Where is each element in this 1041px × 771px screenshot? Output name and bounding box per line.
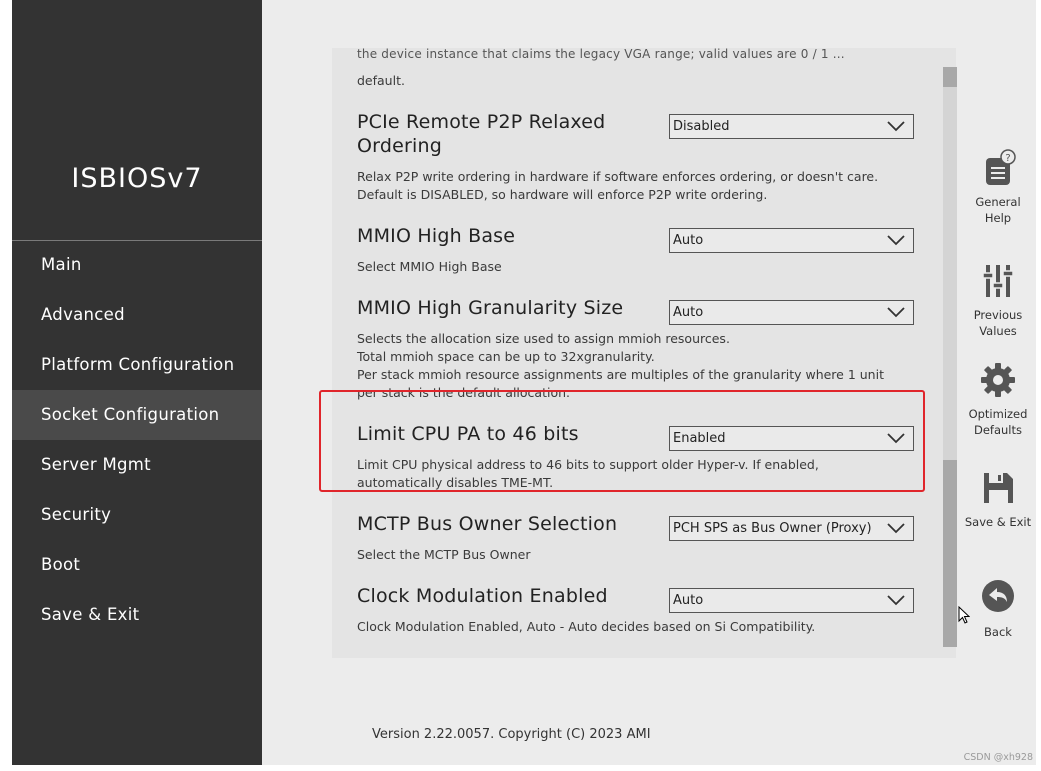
- desc-line: Total mmioh space can be up to 32xgranularity.: [357, 349, 655, 364]
- previous-values-label-2: Values: [979, 324, 1017, 338]
- sidebar-item-security[interactable]: Security: [41, 505, 112, 524]
- sidebar: [12, 0, 262, 765]
- optimized-defaults-label-2: Defaults: [973, 423, 1022, 437]
- chevron-down-icon: [887, 522, 905, 534]
- setting-desc-clock-modulation: Clock Modulation Enabled, Auto - Auto decides based on Si Compatibility.: [357, 619, 816, 634]
- scrollbar-top-cap[interactable]: [943, 67, 957, 87]
- optimized-defaults-button[interactable]: [958, 360, 1036, 438]
- help-icon: [978, 148, 1018, 188]
- sidebar-item-main[interactable]: Main: [41, 255, 82, 274]
- scrollbar[interactable]: [943, 67, 957, 647]
- sliders-icon: [980, 261, 1016, 301]
- desc-line: Default is DISABLED, so hardware will enforce P2P write ordering.: [357, 187, 768, 202]
- sidebar-item-advanced[interactable]: Advanced: [41, 305, 125, 324]
- watermark: CSDN @xh928: [963, 752, 1033, 763]
- highlight-annotation: [319, 390, 925, 492]
- sidebar-item-save-exit[interactable]: Save & Exit: [41, 605, 140, 624]
- save-icon: [978, 468, 1018, 508]
- setting-title-mctp-bus-owner: MCTP Bus Owner Selection: [357, 513, 618, 535]
- chevron-down-icon: [887, 306, 905, 318]
- sidebar-item-server-mgmt[interactable]: Server Mgmt: [41, 455, 151, 474]
- desc-line: Relax P2P write ordering in hardware if software enforces ordering, or doesn't care.: [357, 169, 879, 184]
- general-help-label-2: Help: [984, 211, 1012, 225]
- sidebar-item-boot[interactable]: Boot: [41, 555, 81, 574]
- chevron-down-icon: [887, 594, 905, 606]
- setting-title-mmio-high-base: MMIO High Base: [357, 225, 516, 247]
- cut-off-description: the device instance that claims the legacy VGA range; valid values are 0 / 1 ...: [357, 48, 845, 61]
- select-value: Auto: [673, 593, 704, 608]
- mmio-granularity-select[interactable]: [669, 300, 914, 325]
- cut-off-description-tail: default.: [357, 73, 405, 88]
- chevron-down-icon: [887, 234, 905, 246]
- optimized-defaults-label-1: Optimized: [968, 407, 1028, 421]
- general-help-label-1: General: [975, 195, 1021, 209]
- svg-text:?: ?: [1005, 153, 1011, 164]
- version-text: Version 2.22.0057. Copyright (C) 2023 AMI: [372, 727, 651, 742]
- setting-desc-mmio-high-base: Select MMIO High Base: [357, 259, 502, 274]
- back-label: Back: [984, 625, 1012, 639]
- clock-modulation-select[interactable]: [669, 588, 914, 613]
- sidebar-item-socket-configuration[interactable]: Socket Configuration: [12, 390, 262, 440]
- sidebar-nav: [12, 240, 262, 640]
- select-value: Enabled: [673, 431, 726, 446]
- pcie-remote-p2p-select[interactable]: [669, 114, 914, 139]
- desc-line: Per stack mmioh resource assignments are multiples of the granularity where 1 unit: [357, 367, 884, 382]
- mmio-high-base-select[interactable]: [669, 228, 914, 253]
- setting-title-mmio-granularity: MMIO High Granularity Size: [357, 297, 624, 319]
- select-value: Auto: [673, 305, 704, 320]
- setting-title-line: Ordering: [357, 135, 442, 157]
- select-value: PCH SPS as Bus Owner (Proxy): [673, 521, 872, 536]
- previous-values-button[interactable]: [958, 261, 1036, 339]
- settings-panel: [332, 48, 956, 658]
- desc-line: automatically disables TME-MT.: [357, 475, 554, 490]
- select-value: Auto: [673, 233, 704, 248]
- desc-line: Limit CPU physical address to 46 bits to support older Hyper-v. If enabled,: [357, 457, 819, 472]
- chevron-down-icon: [887, 120, 905, 132]
- scrollbar-thumb[interactable]: [943, 460, 957, 647]
- desc-line: Selects the allocation size used to assign mmioh resources.: [357, 331, 730, 346]
- setting-title-clock-modulation: Clock Modulation Enabled: [357, 585, 608, 607]
- setting-desc-mctp-bus-owner: Select the MCTP Bus Owner: [357, 547, 531, 562]
- mouse-cursor-icon: [958, 606, 970, 626]
- select-value: Disabled: [673, 119, 730, 134]
- action-column: [958, 0, 1036, 765]
- save-exit-button[interactable]: [958, 468, 1036, 530]
- bios-window: [12, 0, 1036, 765]
- sidebar-item-platform-configuration[interactable]: Platform Configuration: [41, 355, 235, 374]
- previous-values-label-1: Previous: [973, 308, 1023, 322]
- setting-desc-pcie-remote-p2p: [357, 168, 917, 204]
- general-help-button[interactable]: [958, 148, 1036, 226]
- gear-icon: [978, 360, 1018, 400]
- setting-title-line: PCIe Remote P2P Relaxed: [357, 111, 606, 133]
- back-icon: [978, 578, 1018, 618]
- setting-title-pcie-remote-p2p: [357, 110, 605, 158]
- desc-line: per stack is the default allocation.: [357, 385, 571, 400]
- save-exit-label: Save & Exit: [964, 515, 1032, 529]
- app-title: ISBIOSv7: [71, 163, 203, 194]
- mctp-bus-owner-select[interactable]: [669, 516, 914, 541]
- setting-title-limit-cpu-pa: Limit CPU PA to 46 bits: [357, 423, 579, 445]
